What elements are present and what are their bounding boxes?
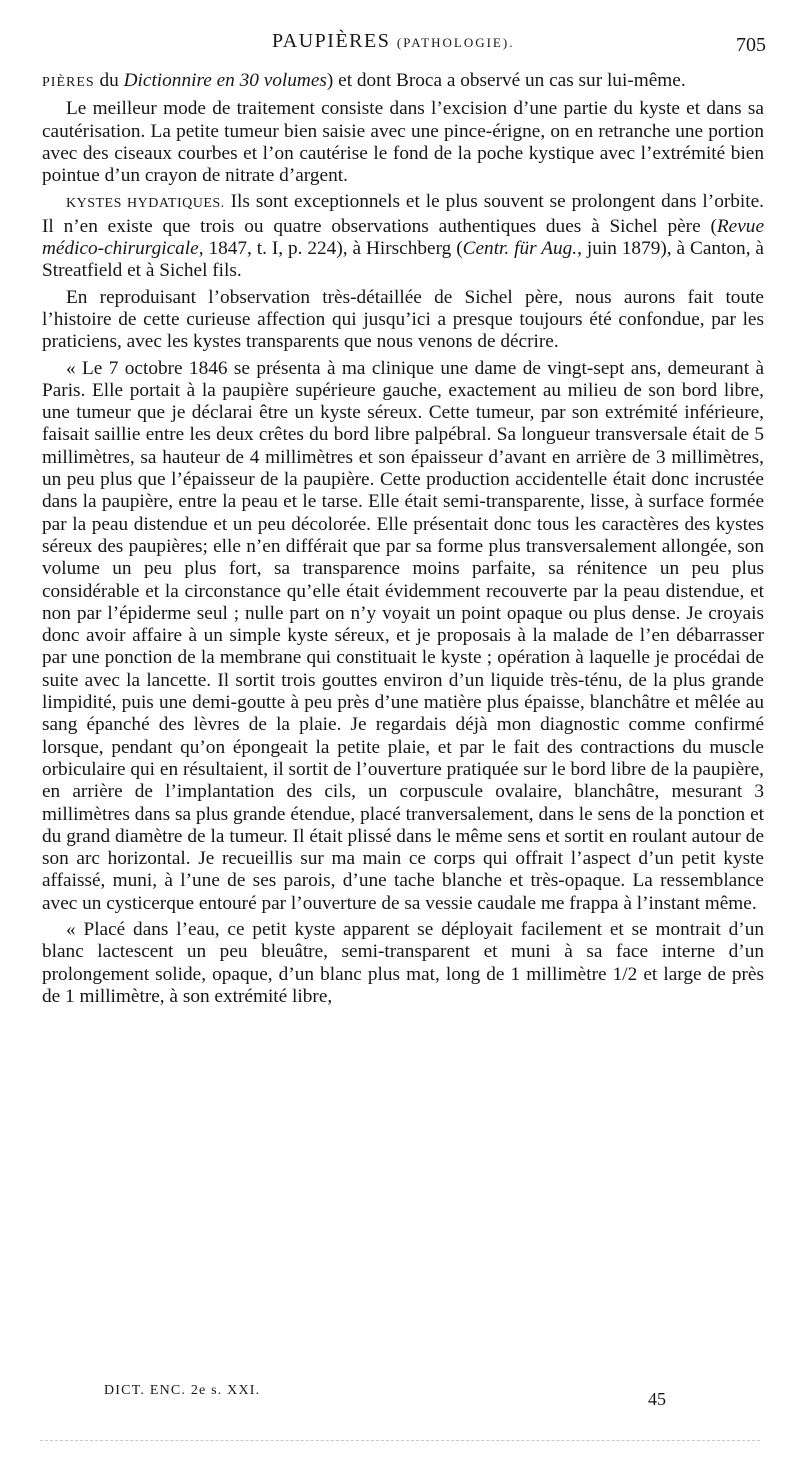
text-run: , 1847, t. I, p. 224), à Hirschberg (: [198, 238, 463, 260]
page-header: [0, 30, 800, 60]
paragraph-case-continued: « Placé dans l’eau, ce petit kyste apparent se déployait facilement et se montrait d’un blanc lactescent un peu bleuâtre, semi-transparent et muni à sa face interne d’un prolongement solide, opaque, d’un blanc plus mat, long de 1 millimètre 1/2 et large de près de 1 millimètre, à son extrémité libre,: [42, 918, 764, 1007]
paragraph-treatment: Le meilleur mode de traitement consiste dans l’excision d’une partie du kyste et dans sa cautérisation. La petite tumeur bien saisie avec une pince-érigne, on en retranche une portion avec des ciseaux courbes et l’on cautérise le fond de la poche kystique avec l’extrémité bien pointue d’un crayon de nitrate d’argent.: [42, 98, 764, 187]
italic-citation: Centr. für Aug.: [462, 238, 578, 260]
body-text: [42, 70, 764, 1008]
paragraph-continuation: [42, 70, 764, 94]
section-lead-heading: KYSTES HYDATIQUES.: [66, 196, 225, 212]
paragraph-observation-intro: En reproduisant l’observation très-détaillée de Sichel père, nous aurons fait toute l’histoire de cette curieuse affection qui jusqu’ici a presque toujours été confondue, par les praticiens, avec les kystes transparents que nous venons de décrire.: [42, 286, 764, 353]
page-number: 705: [736, 34, 766, 56]
text-run: du: [94, 70, 124, 91]
scan-edge-marks: [40, 1440, 760, 1442]
sheet-number: 45: [648, 1389, 666, 1409]
paragraph-hydatid-cysts: [42, 191, 764, 282]
page-footer: [0, 1383, 800, 1423]
lead-small-caps: PIÈRES: [42, 75, 95, 90]
italic-citation: Revue médico-chirurgicale: [42, 215, 764, 260]
running-title-subtitle: (PATHOLOGIE).: [396, 35, 515, 50]
italic-title: Dictionnire en 30 volumes: [123, 70, 327, 91]
text-run: , juin 1879), à Canton, à Streatfield et à Sichel fils.: [42, 238, 764, 282]
paragraph-case-report: « Le 7 octobre 1846 se présenta à ma clinique une dame de vingt-sept ans, demeurant à Paris. Elle portait à la paupière supérieure gauche, exactement au milieu de son bord libre, une tumeur que je déclarai être un kyste séreux. Cette tumeur, par son extrémité inférieure, faisait saillie entre les deux crêtes du bord libre palpébral. Sa longueur transversale était de 5 millimètres, sa hauteur de 4 millimètres et son épaisseur d’avant en arrière de 3 millimètres, un peu plus que l’épaisseur de la paupière. Cette production accidentelle était donc incrustée dans la paupière, entre la peau et le tarse. Elle était semi-transparente, lisse, à surface formée par la peau distendue et un peu décolorée. Elle présentait donc tous les caractères des kystes séreux des paupières; elle n’en différait que par sa forme plus transversalement allongée, son volume un peu plus fort, sa transparence moins parfaite, sa rénitence un peu plus considérable et la circonstance qu’elle était évidemment recouverte par la peau distendue, et non par l’épiderme seul ; nulle part on n’y voyait un point opaque ou plus dense. Je croyais donc avoir affaire à un simple kyste séreux, et je proposais à la malade de l’en débarrasser par une ponction de la membrane qui constituait le kyste ; opération à laquelle je procédai de suite avec la lancette. Il sortit trois gouttes environ d’un liquide très-ténu, de la plus grande limpidité, puis une demi-goutte à peu près d’une matière plus épaisse, blanchâtre et mêlée au sang épanché des lèvres de la plaie. Je regardais déjà mon diagnostic comme confirmé lorsque, pendant qu’on épongeait la petite plaie, et par le fait des contractions du muscle orbiculaire qui en résultaient, il sortit de l’ouverture pratiquée sur le bord libre de la paupière, en arrière de l’implantation des cils, un corpuscule ovalaire, blanchâtre, mesurant 3 millimètres dans sa plus grande étendue, placé tranversalement, dans le sens de la ponction et du grand diamètre de la tumeur. Il était plissé dans le même sens et sortit en roulant autour de son arc horizontal. Je recueillis sur ma main ce corps qui offrait l’aspect d’un petit kyste affaissé, muni, à l’une de ses parois, d’une tache blanche et très-opaque. La ressemblance avec un cysticerque entouré par l’ouverture de sa vessie caudale me frappa à l’instant même.: [42, 357, 764, 914]
running-title: [272, 30, 514, 53]
text-run: Ils sont exceptionnels et le plus souvent se prolongent dans l’orbite. Il n’en existe que trois ou quatre observations authentiques dues à Sichel père (: [42, 191, 764, 237]
running-title-main: PAUPIÈRES: [272, 30, 391, 52]
printer-signature: DICT. ENC. 2e s. XXI.: [104, 1383, 261, 1398]
text-run: ) et dont Broca a observé un cas sur lui-même.: [326, 70, 686, 91]
